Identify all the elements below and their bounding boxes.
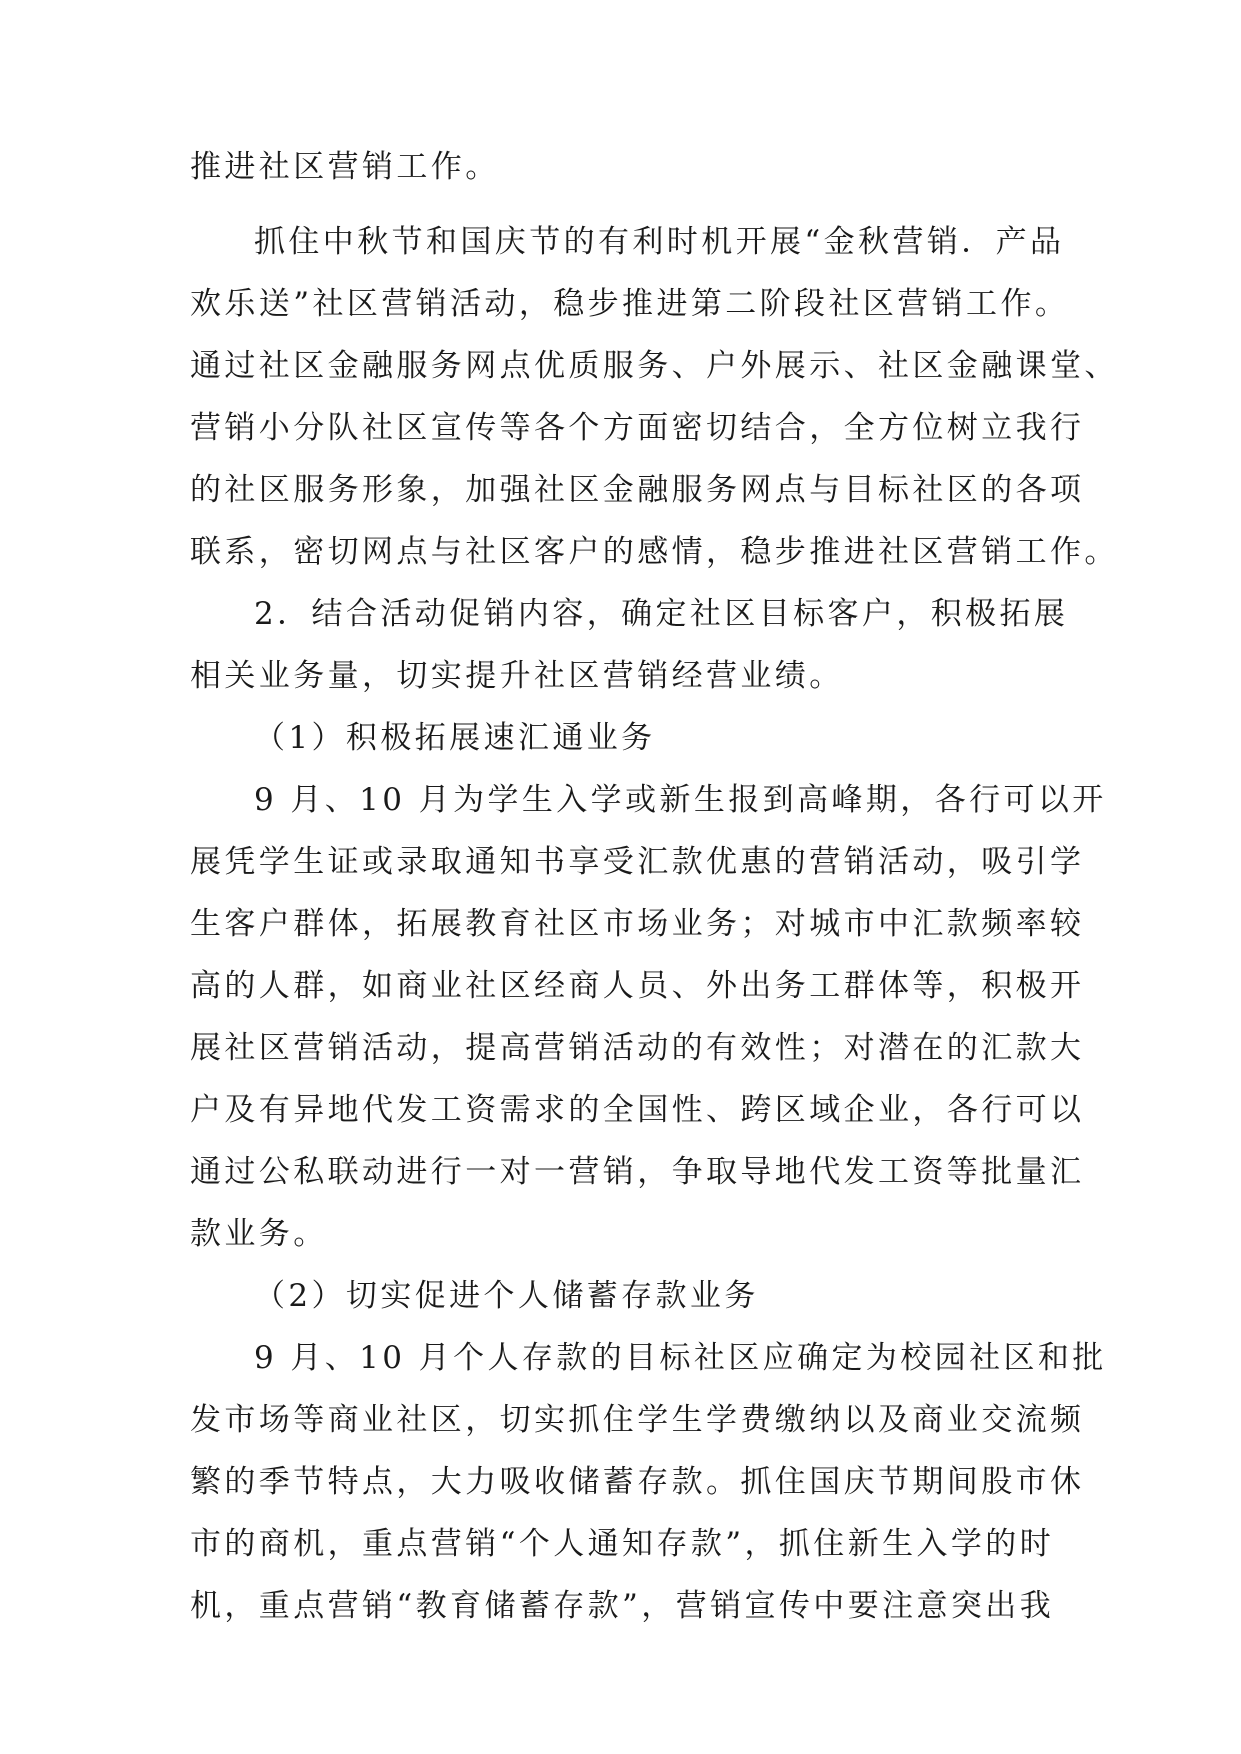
- text-line: 款业务。: [190, 1216, 328, 1252]
- text-line: 推进社区营销工作。: [190, 149, 500, 185]
- text-line: 联系，密切网点与社区客户的感情，稳步推进社区营销工作。: [190, 534, 1119, 570]
- text-line: 营销小分队社区宣传等各个方面密切结合，全方位树立我行: [190, 410, 1085, 446]
- text-line: 9 月、10 月个人存款的目标社区应确定为校园社区和批: [254, 1340, 1107, 1376]
- text-line: 通过社区金融服务网点优质服务、户外展示、社区金融课堂、: [190, 348, 1119, 384]
- section-heading: （1）积极拓展速汇通业务: [254, 720, 656, 756]
- text-line: 相关业务量，切实提升社区营销经营业绩。: [190, 658, 844, 694]
- text-line: 欢乐送”社区营销活动，稳步推进第二阶段社区营销工作。: [190, 286, 1070, 322]
- text-line: 的社区服务形象，加强社区金融服务网点与目标社区的各项: [190, 472, 1085, 508]
- text-line: 繁的季节特点，大力吸收储蓄存款。抓住国庆节期间股市休: [190, 1464, 1085, 1500]
- section-heading: （2）切实促进个人储蓄存款业务: [254, 1278, 759, 1314]
- text-line: 展凭学生证或录取通知书享受汇款优惠的营销活动，吸引学: [190, 844, 1085, 880]
- text-line: 2．结合活动促销内容，确定社区目标客户，积极拓展: [254, 596, 1069, 632]
- text-line: 展社区营销活动，提高营销活动的有效性；对潜在的汇款大: [190, 1030, 1085, 1066]
- text-line: 通过公私联动进行一对一营销，争取导地代发工资等批量汇: [190, 1154, 1085, 1190]
- text-line: 高的人群，如商业社区经商人员、外出务工群体等，积极开: [190, 968, 1085, 1004]
- text-line: 机，重点营销“教育储蓄存款”，营销宣传中要注意突出我: [190, 1588, 1055, 1624]
- text-line: 市的商机，重点营销“个人通知存款”，抓住新生入学的时: [190, 1526, 1055, 1562]
- text-line: 户及有异地代发工资需求的全国性、跨区域企业，各行可以: [190, 1092, 1085, 1128]
- text-line: 发市场等商业社区，切实抓住学生学费缴纳以及商业交流频: [190, 1402, 1085, 1438]
- text-line: 生客户群体，拓展教育社区市场业务；对城市中汇款频率较: [190, 906, 1085, 942]
- text-line: 抓住中秋节和国庆节的有利时机开展“金秋营销．产品: [254, 224, 1065, 260]
- text-line: 9 月、10 月为学生入学或新生报到高峰期，各行可以开: [254, 782, 1107, 818]
